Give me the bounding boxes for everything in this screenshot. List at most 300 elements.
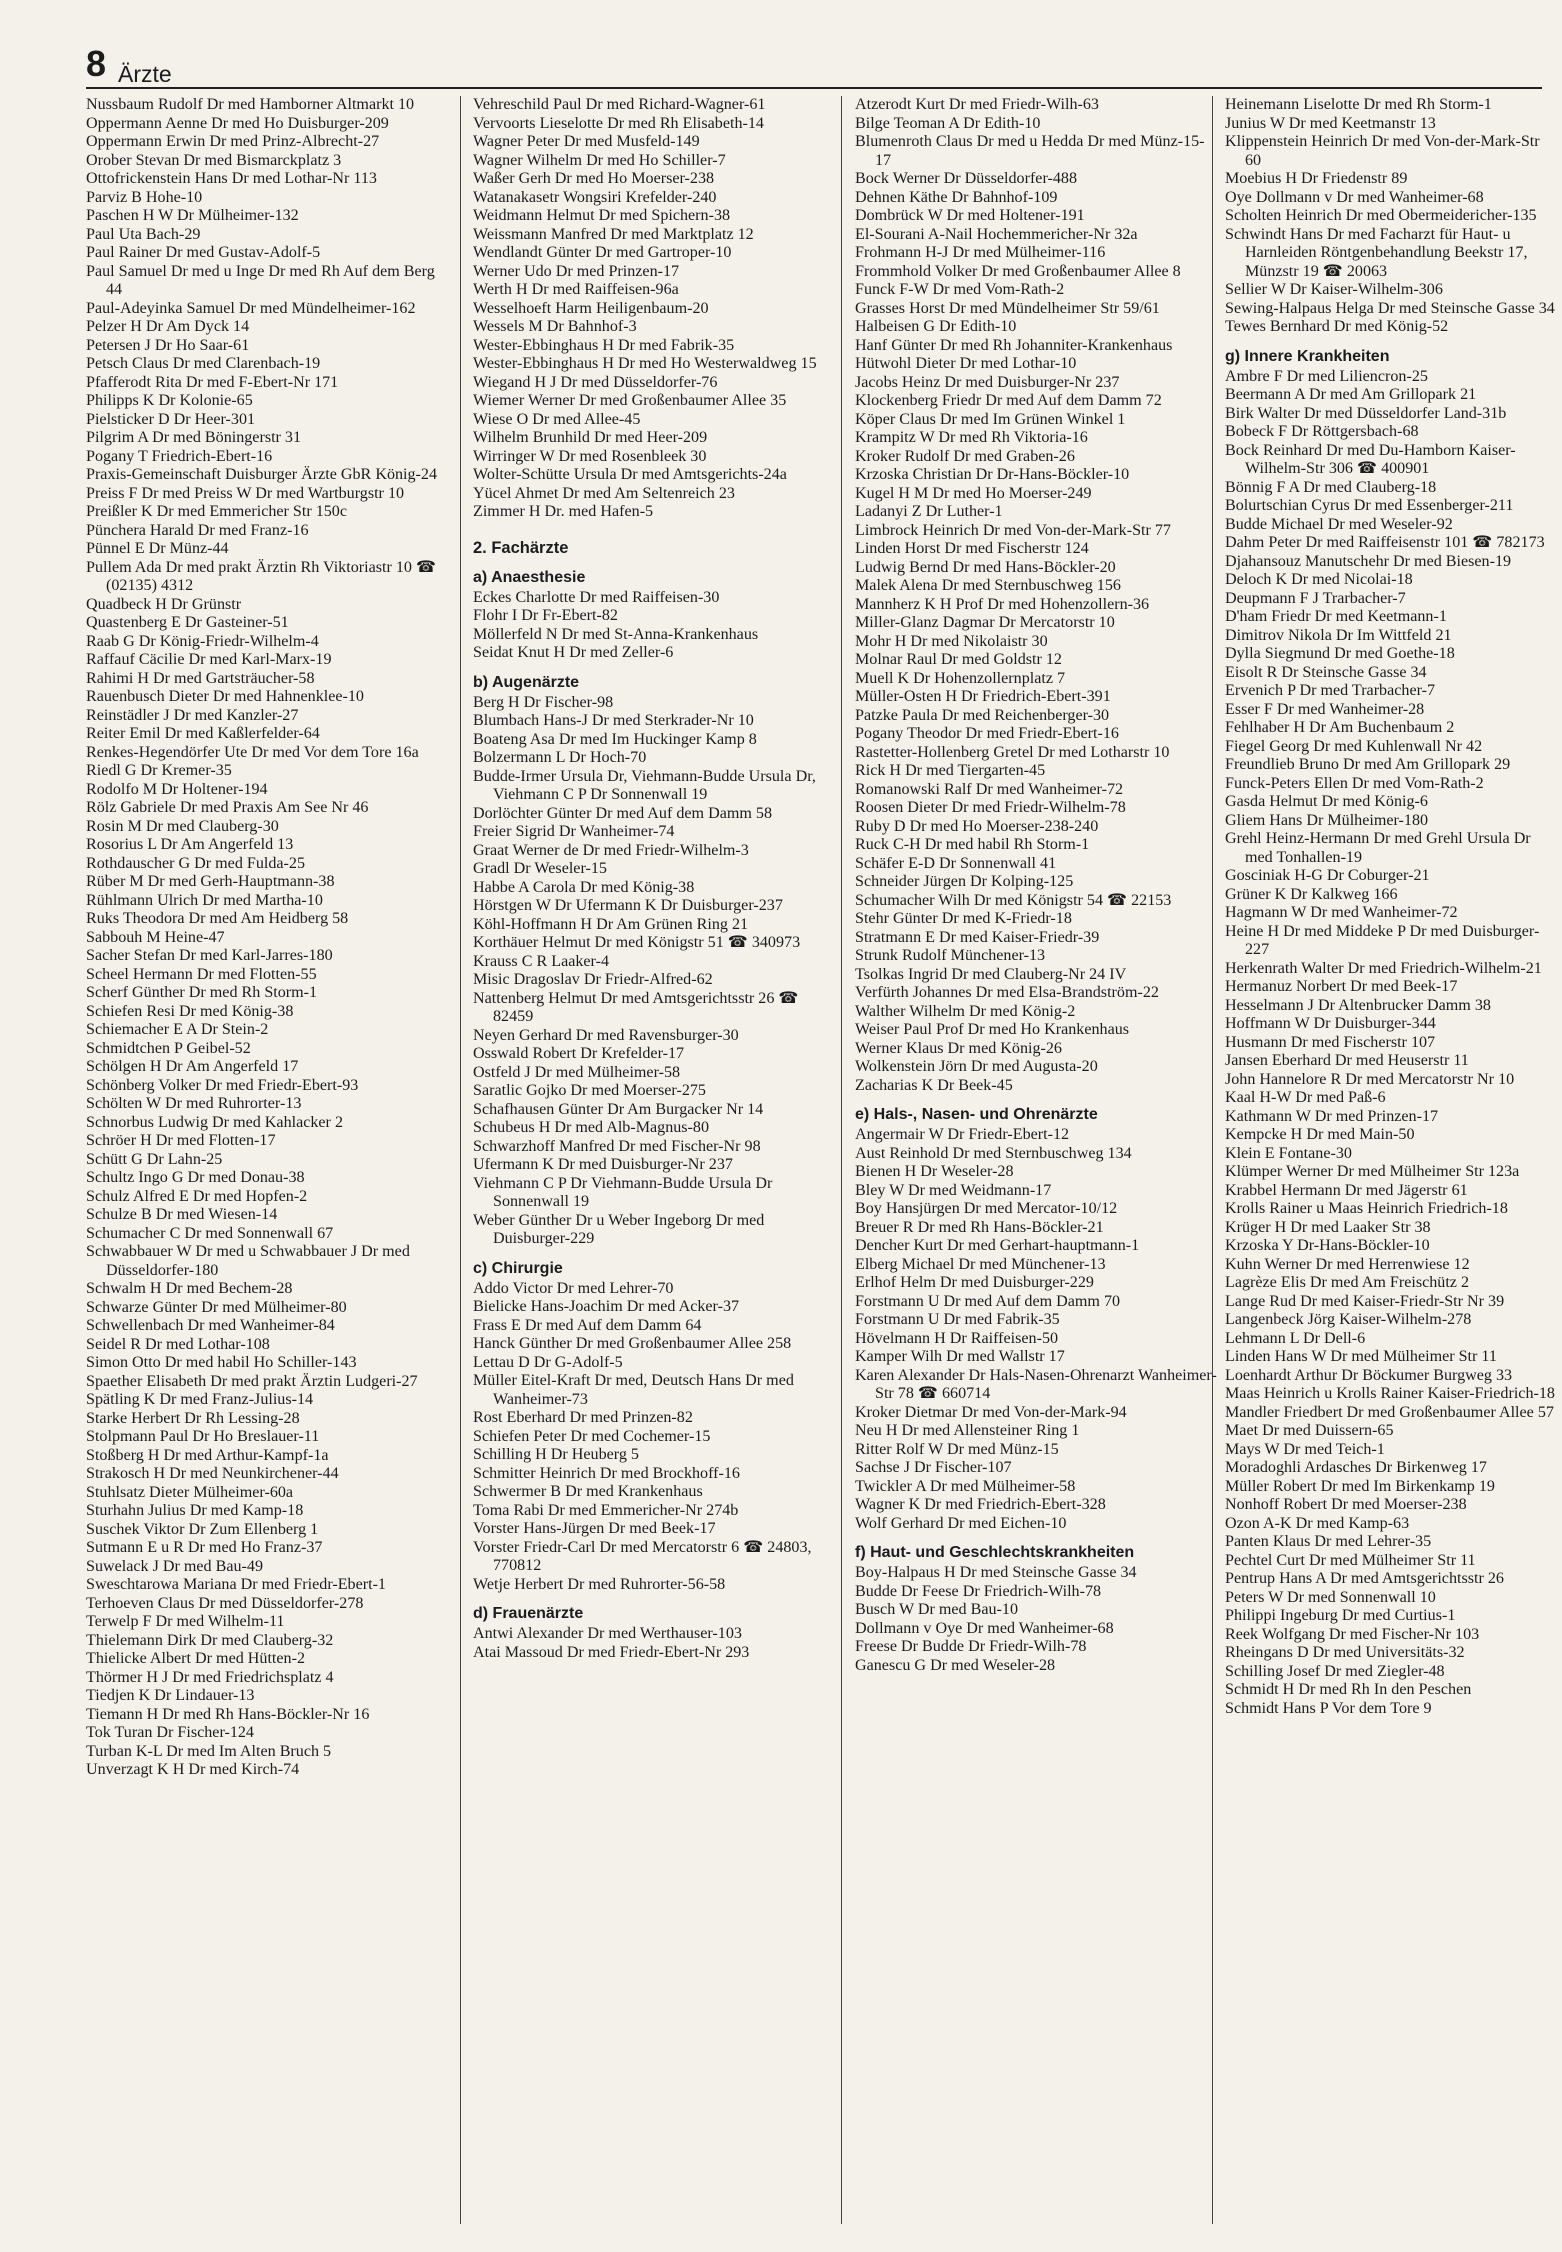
page-number: 8 <box>86 43 107 84</box>
directory-entry: Ufermann K Dr med Duisburger-Nr 237 <box>473 1156 733 1173</box>
directory-entry: Werth H Dr med Raiffeisen-96a <box>473 281 679 298</box>
directory-entry: Heinemann Liselotte Dr med Rh Storm-1 <box>1225 96 1492 113</box>
subcategory-heading: b) Augenärzte <box>473 673 580 691</box>
directory-entry: Budde Michael Dr med Weseler-92 <box>1225 515 1453 533</box>
directory-entry: Hanf Günter Dr med Rh Johanniter-Krankenhaus <box>855 336 1173 354</box>
directory-entry: Schwarze Günter Dr med Mülheimer-80 <box>86 1298 347 1316</box>
directory-entry: Rosorius L Dr Am Angerfeld 13 <box>86 836 294 853</box>
directory-entry: Rühlmann Ulrich Dr med Martha-10 <box>86 891 323 909</box>
directory-entry: Budde-Irmer Ursula Dr, Viehmann-Budde Ursula Dr, Viehmann C P Dr Sonnenwall 19 <box>473 767 816 803</box>
directory-entry: Köper Claus Dr med Im Grünen Winkel 1 <box>855 410 1126 428</box>
directory-entry: Dylla Siegmund Dr med Goethe-18 <box>1225 645 1455 662</box>
directory-entry: Busch W Dr med Bau-10 <box>855 1601 1019 1618</box>
header-rule <box>86 87 1542 89</box>
directory-entry: Rick H Dr med Tiergarten-45 <box>855 762 1046 779</box>
directory-entry: Dimitrov Nikola Dr Im Wittfeld 21 <box>1225 626 1452 644</box>
directory-entry: Müller Robert Dr med Im Birkenkamp 19 <box>1225 1477 1495 1495</box>
directory-entry: Zimmer H Dr. med Hafen-5 <box>473 503 654 520</box>
directory-entry: Schumacher C Dr med Sonnenwall 67 <box>86 1224 334 1242</box>
directory-entry: Wendlandt Günter Dr med Gartroper-10 <box>473 244 732 261</box>
directory-entry: Bilge Teoman A Dr Edith-10 <box>855 114 1041 132</box>
directory-entry: Hagmann W Dr med Wanheimer-72 <box>1225 904 1458 921</box>
directory-entry: Oye Dollmann v Dr med Wanheimer-68 <box>1225 188 1484 206</box>
directory-entry: Schwarzhoff Manfred Dr med Fischer-Nr 98 <box>473 1137 761 1155</box>
entry-list <box>473 1625 838 1662</box>
directory-entry: Forstmann U Dr med Fabrik-35 <box>855 1311 1060 1328</box>
directory-entry: Bienen H Dr Weseler-28 <box>855 1163 1014 1180</box>
directory-entry: Lettau D Dr G-Adolf-5 <box>473 1353 623 1371</box>
directory-entry: Schönberg Volker Dr med Friedr-Ebert-93 <box>86 1076 359 1094</box>
directory-entry: Dollmann v Oye Dr med Wanheimer-68 <box>855 1619 1114 1637</box>
directory-entry: Bock Werner Dr Düsseldorfer-488 <box>855 170 1077 187</box>
directory-entry: Schnorbus Ludwig Dr med Kahlacker 2 <box>86 1113 343 1131</box>
directory-entry: Vervoorts Lieselotte Dr med Rh Elisabeth-14 <box>473 114 764 132</box>
directory-entry: Boateng Asa Dr med Im Huckinger Kamp 8 <box>473 730 757 748</box>
directory-entry: Neu H Dr med Allensteiner Ring 1 <box>855 1422 1080 1439</box>
directory-entry: Rüber M Dr med Gerh-Hauptmann-38 <box>86 873 335 890</box>
directory-entry: Wester-Ebbinghaus H Dr med Ho Westerwaldweg 15 <box>473 355 817 372</box>
directory-entry: Turban K-L Dr med Im Alten Bruch 5 <box>86 1742 332 1760</box>
directory-entry: Dehnen Käthe Dr Bahnhof-109 <box>855 188 1058 206</box>
directory-entry: Freese Dr Budde Dr Friedr-Wilh-78 <box>855 1638 1087 1655</box>
entry-list <box>855 96 1220 1095</box>
directory-entry: Ervenich P Dr med Trarbacher-7 <box>1225 682 1436 699</box>
directory-entry: Wolkenstein Jörn Dr med Augusta-20 <box>855 1058 1098 1075</box>
directory-entry: Husmann Dr med Fischerstr 107 <box>1225 1033 1436 1051</box>
directory-entry: Schulz Alfred E Dr med Hopfen-2 <box>86 1187 308 1205</box>
directory-entry: Pfafferodt Rita Dr med F-Ebert-Nr 171 <box>86 373 339 391</box>
directory-entry: Graat Werner de Dr med Friedr-Wilhelm-3 <box>473 841 749 859</box>
directory-entry: Schwellenbach Dr med Wanheimer-84 <box>86 1317 335 1334</box>
directory-entry: Philipps K Dr Kolonie-65 <box>86 392 253 409</box>
directory-entry: Eckes Charlotte Dr med Raiffeisen-30 <box>473 588 720 606</box>
directory-entry: Karen Alexander Dr Hals-Nasen-Ohrenarzt Wanheimer-Str 78 ☎ 660714 <box>855 1366 1217 1402</box>
directory-entry: Sellier W Dr Kaiser-Wilhelm-306 <box>1225 281 1443 298</box>
directory-entry: Fehlhaber H Dr Am Buchenbaum 2 <box>1225 719 1455 736</box>
directory-entry: Halbeisen G Dr Edith-10 <box>855 318 1017 335</box>
directory-entry: Oppermann Erwin Dr med Prinz-Albrecht-27 <box>86 133 380 150</box>
directory-entry: Esser F Dr med Wanheimer-28 <box>1225 700 1425 718</box>
directory-entry: Suschek Viktor Dr Zum Ellenberg 1 <box>86 1520 319 1538</box>
directory-entry: Orober Stevan Dr med Bismarckplatz 3 <box>86 151 342 169</box>
directory-entry: Weissmann Manfred Dr med Marktplatz 12 <box>473 225 754 243</box>
directory-entry: Kaal H-W Dr med Paß-6 <box>1225 1089 1386 1106</box>
directory-entry: Korthäuer Helmut Dr med Königstr 51 ☎ 340973 <box>473 934 801 951</box>
directory-entry: Yücel Ahmet Dr med Am Seltenreich 23 <box>473 484 735 502</box>
directory-entry: Pogany T Friedrich-Ebert-16 <box>86 447 273 465</box>
directory-entry: Frohmann H-J Dr med Mülheimer-116 <box>855 244 1106 261</box>
directory-entry: Sachse J Dr Fischer-107 <box>855 1459 1012 1476</box>
directory-entry: Bolzermann L Dr Hoch-70 <box>473 749 647 766</box>
directory-entry: Krauss C R Laaker-4 <box>473 952 609 970</box>
directory-entry: Schilling H Dr Heuberg 5 <box>473 1446 639 1463</box>
directory-entry: Thielemann Dirk Dr med Clauberg-32 <box>86 1631 334 1649</box>
directory-entry: Freier Sigrid Dr Wanheimer-74 <box>473 823 675 840</box>
directory-entry: Ruck C-H Dr med habil Rh Storm-1 <box>855 836 1090 853</box>
directory-entry: Hütwohl Dieter Dr med Lothar-10 <box>855 355 1077 372</box>
directory-entry: Paul Samuel Dr med u Inge Dr med Rh Auf dem Berg 44 <box>86 262 435 298</box>
directory-entry: Pullem Ada Dr med prakt Ärztin Rh Viktoriastr 10 ☎ (02135) 4312 <box>86 558 436 594</box>
directory-entry: Mohr H Dr med Nikolaistr 30 <box>855 632 1048 650</box>
directory-entry: Stehr Günter Dr med K-Friedr-18 <box>855 910 1072 927</box>
directory-entry: Maas Heinrich u Krolls Rainer Kaiser-Friedrich-18 <box>1225 1385 1555 1402</box>
directory-entry: Erlhof Helm Dr med Duisburger-229 <box>855 1274 1094 1291</box>
directory-entry: Schütt G Dr Lahn-25 <box>86 1150 223 1168</box>
subcategory-heading: e) Hals-, Nasen- und Ohrenärzte <box>855 1106 1098 1123</box>
directory-entry: Rodolfo M Dr Holtener-194 <box>86 780 268 798</box>
directory-entry: Kuhn Werner Dr med Herrenwiese 12 <box>1225 1255 1470 1273</box>
entry-list <box>1225 368 1555 1719</box>
directory-entry: Deloch K Dr med Nicolai-18 <box>1225 571 1413 588</box>
entry-list <box>473 1280 838 1595</box>
directory-entry: Schwindt Hans Dr med Facharzt für Haut- u Harnleiden Röntgenbehandlung Beekstr 17, Münzstr 19 ☎ 20063 <box>1225 225 1528 280</box>
directory-entry: Preiss F Dr med Preiss W Dr med Wartburgstr 10 <box>86 484 405 502</box>
directory-entry: Terwelp F Dr med Wilhelm-11 <box>86 1613 285 1630</box>
entry-list <box>855 1564 1220 1675</box>
directory-entry: Schiefen Resi Dr med König-38 <box>86 1002 294 1020</box>
directory-entry: Bönnig F A Dr med Clauberg-18 <box>1225 478 1437 496</box>
directory-entry: Spaether Elisabeth Dr med prakt Ärztin Ludgeri-27 <box>86 1372 418 1390</box>
directory-entry: John Hannelore R Dr med Mercatorstr Nr 10 <box>1225 1070 1515 1088</box>
directory-entry: Verfürth Johannes Dr med Elsa-Brandström-22 <box>855 984 1159 1001</box>
directory-entry: Gosciniak H-G Dr Coburger-21 <box>1225 867 1430 884</box>
directory-entry: Wagner Wilhelm Dr med Ho Schiller-7 <box>473 151 726 169</box>
directory-entry: Hövelmann H Dr Raiffeisen-50 <box>855 1329 1059 1347</box>
directory-entry: Hoffmann W Dr Duisburger-344 <box>1225 1015 1436 1032</box>
directory-entry: Krampitz W Dr med Rh Viktoria-16 <box>855 429 1088 446</box>
directory-entry: Budde Dr Feese Dr Friedrich-Wilh-78 <box>855 1582 1102 1600</box>
column-divider <box>841 96 842 2224</box>
directory-entry: Sturhahn Julius Dr med Kamp-18 <box>86 1502 304 1519</box>
directory-entry: El-Sourani A-Nail Hochemmericher-Nr 32a <box>855 225 1138 243</box>
directory-entry: Moradoghli Ardasches Dr Birkenweg 17 <box>1225 1459 1487 1476</box>
directory-entry: Sweschtarowa Mariana Dr med Friedr-Ebert-1 <box>86 1576 386 1593</box>
directory-entry: Bock Reinhard Dr med Du-Hamborn Kaiser-Wilhelm-Str 306 ☎ 400901 <box>1225 441 1516 477</box>
entry-list <box>855 1126 1220 1533</box>
directory-entry: Aust Reinhold Dr med Sternbuschweg 134 <box>855 1144 1132 1162</box>
directory-entry: Schmidt H Dr med Rh In den Peschen <box>1225 1681 1472 1698</box>
directory-entry: Peters W Dr med Sonnenwall 10 <box>1225 1588 1436 1606</box>
directory-entry: Vehreschild Paul Dr med Richard-Wagner-61 <box>473 96 766 113</box>
directory-entry: Schumacher Wilh Dr med Königstr 54 ☎ 22153 <box>855 891 1172 909</box>
directory-entry: Philippi Ingeburg Dr med Curtius-1 <box>1225 1607 1456 1624</box>
directory-entry: Thielicke Albert Dr med Hütten-2 <box>86 1650 305 1667</box>
directory-entry: Rauenbusch Dieter Dr med Hahnenklee-10 <box>86 688 364 705</box>
directory-entry: Jacobs Heinz Dr med Duisburger-Nr 237 <box>855 373 1120 391</box>
directory-entry: Angermair W Dr Friedr-Ebert-12 <box>855 1126 1070 1143</box>
directory-entry: Wolf Gerhard Dr med Eichen-10 <box>855 1514 1067 1532</box>
directory-entry: Atai Massoud Dr med Friedr-Ebert-Nr 293 <box>473 1643 750 1661</box>
directory-entry: Oppermann Aenne Dr med Ho Duisburger-209 <box>86 114 389 132</box>
section-title: Ärzte <box>118 61 172 87</box>
directory-entry: Wessels M Dr Bahnhof-3 <box>473 318 637 335</box>
directory-entry: Jansen Eberhard Dr med Heuserstr 11 <box>1225 1052 1469 1069</box>
directory-entry: Schmidtchen P Geibel-52 <box>86 1039 251 1057</box>
directory-entry: Sewing-Halpaus Helga Dr med Steinsche Gasse 34 <box>1225 299 1555 317</box>
directory-entry: D'ham Friedr Dr med Keetmann-1 <box>1225 608 1447 625</box>
directory-entry: Wiese O Dr med Allee-45 <box>473 410 641 428</box>
directory-entry: Nonhoff Robert Dr med Moerser-238 <box>1225 1496 1467 1513</box>
directory-entry: Möllerfeld N Dr med St-Anna-Krankenhaus <box>473 625 759 643</box>
directory-entry: Stratmann E Dr med Kaiser-Friedr-39 <box>855 928 1100 946</box>
directory-entry: Lagrèze Elis Dr med Am Freischütz 2 <box>1225 1274 1470 1291</box>
directory-entry: Ladanyi Z Dr Luther-1 <box>855 503 1003 520</box>
directory-entry: Schafhausen Günter Dr Am Burgacker Nr 14 <box>473 1100 764 1118</box>
directory-entry: Bolurtschian Cyrus Dr med Essenberger-211 <box>1225 497 1514 514</box>
subcategory-heading: a) Anaesthesie <box>473 568 586 586</box>
directory-entry: Linden Horst Dr med Fischerstr 124 <box>855 540 1089 557</box>
directory-entry: Kamper Wilh Dr med Wallstr 17 <box>855 1348 1065 1365</box>
directory-entry: Breuer R Dr med Rh Hans-Böckler-21 <box>855 1218 1104 1236</box>
directory-entry: Terhoeven Claus Dr med Düsseldorfer-278 <box>86 1594 364 1612</box>
directory-entry: Weiser Paul Prof Dr med Ho Krankenhaus <box>855 1021 1130 1038</box>
directory-entry: Sutmann E u R Dr med Ho Franz-37 <box>86 1539 323 1556</box>
directory-entry: Fiegel Georg Dr med Kuhlenwall Nr 42 <box>1225 737 1483 755</box>
directory-entry: Habbe A Carola Dr med König-38 <box>473 878 695 896</box>
directory-entry: Wester-Ebbinghaus H Dr med Fabrik-35 <box>473 336 735 354</box>
directory-entry: Weidmann Helmut Dr med Spichern-38 <box>473 207 731 224</box>
directory-entry: Flohr I Dr Fr-Ebert-82 <box>473 607 618 624</box>
directory-entry: Spätling K Dr med Franz-Julius-14 <box>86 1391 314 1408</box>
directory-entry: Toma Rabi Dr med Emmericher-Nr 274b <box>473 1501 739 1519</box>
directory-entry: Zacharias K Dr Beek-45 <box>855 1076 1013 1094</box>
directory-entry: Ruks Theodora Dr med Am Heidberg 58 <box>86 910 349 927</box>
directory-entry: Ganescu G Dr med Weseler-28 <box>855 1656 1056 1674</box>
directory-entry: Schölten W Dr med Ruhrorter-13 <box>86 1095 302 1112</box>
directory-entry: Rastetter-Hollenberg Gretel Dr med Lotharstr 10 <box>855 743 1170 761</box>
directory-entry: Dombrück W Dr med Holtener-191 <box>855 207 1085 224</box>
directory-entry: Osswald Robert Dr Krefelder-17 <box>473 1045 685 1062</box>
directory-entry: Funck-Peters Ellen Dr med Vom-Rath-2 <box>1225 774 1484 792</box>
directory-entry: Maet Dr med Duissern-65 <box>1225 1422 1394 1439</box>
directory-entry: Ottofrickenstein Hans Dr med Lothar-Nr 113 <box>86 170 377 187</box>
directory-entry: Junius W Dr med Keetmanstr 13 <box>1225 114 1436 132</box>
directory-entry: Wiegand H J Dr med Düsseldorfer-76 <box>473 373 718 391</box>
directory-entry: Freundlieb Bruno Dr med Am Grillopark 29 <box>1225 756 1511 773</box>
directory-entry: Pentrup Hans A Dr med Amtsgerichtsstr 26 <box>1225 1570 1504 1587</box>
directory-entry: Krolls Rainer u Maas Heinrich Friedrich-18 <box>1225 1200 1508 1217</box>
directory-entry: Ostfeld J Dr med Mülheimer-58 <box>473 1063 681 1081</box>
directory-entry: Nussbaum Rudolf Dr med Hamborner Altmarkt 10 <box>86 96 415 113</box>
directory-entry: Raffauf Cäcilie Dr med Karl-Marx-19 <box>86 651 332 668</box>
directory-entry: Pielsticker D Dr Heer-301 <box>86 410 256 428</box>
directory-entry: Grehl Heinz-Hermann Dr med Grehl Ursula Dr med Tonhallen-19 <box>1225 830 1531 866</box>
directory-entry: Elberg Michael Dr med Münchener-13 <box>855 1255 1106 1273</box>
directory-entry: Reinstädler J Dr med Kanzler-27 <box>86 706 299 724</box>
directory-entry: Birk Walter Dr med Düsseldorfer Land-31b <box>1225 404 1507 422</box>
directory-entry: Wilhelm Brunhild Dr med Heer-209 <box>473 429 708 446</box>
directory-entry: Ruby D Dr med Ho Moerser-238-240 <box>855 817 1099 835</box>
directory-entry: Seidat Knut H Dr med Zeller-6 <box>473 644 674 661</box>
directory-entry: Petsch Claus Dr med Clarenbach-19 <box>86 355 321 372</box>
subcategory-heading: g) Innere Krankheiten <box>1225 347 1390 365</box>
directory-entry: Watanakasetr Wongsiri Krefelder-240 <box>473 188 717 206</box>
directory-entry: Schölgen H Dr Am Angerfeld 17 <box>86 1058 299 1075</box>
directory-entry: Frass E Dr med Auf dem Damm 64 <box>473 1316 702 1334</box>
directory-entry: Blumenroth Claus Dr med u Hedda Dr med Münz-15-17 <box>855 133 1205 169</box>
directory-column-3 <box>855 96 1220 1675</box>
directory-entry: Viehmann C P Dr Viehmann-Budde Ursula Dr Sonnenwall 19 <box>473 1174 773 1210</box>
directory-entry: Lange Rud Dr med Kaiser-Friedr-Str Nr 39 <box>1225 1292 1505 1310</box>
directory-entry: Müller-Osten H Dr Friedrich-Ebert-391 <box>855 688 1111 705</box>
directory-entry: Wiemer Werner Dr med Großenbaumer Allee 35 <box>473 392 787 409</box>
directory-entry: Scheel Hermann Dr med Flotten-55 <box>86 965 317 983</box>
directory-entry: Rothdauscher G Dr med Fulda-25 <box>86 854 306 872</box>
directory-entry: Paschen H W Dr Mülheimer-132 <box>86 207 299 224</box>
directory-entry: Stolpmann Paul Dr Ho Breslauer-11 <box>86 1428 320 1445</box>
directory-entry: Rheingans D Dr med Universitäts-32 <box>1225 1644 1465 1661</box>
directory-entry: Krabbel Hermann Dr med Jägerstr 61 <box>1225 1181 1468 1199</box>
directory-entry: Petersen J Dr Ho Saar-61 <box>86 336 250 354</box>
directory-entry: Dorlöchter Günter Dr med Auf dem Damm 58 <box>473 804 772 822</box>
directory-entry: Panten Klaus Dr med Lehrer-35 <box>1225 1533 1432 1550</box>
directory-entry: Scholten Heinrich Dr med Obermeidericher-135 <box>1225 207 1537 224</box>
directory-entry: Riedl G Dr Kremer-35 <box>86 762 232 779</box>
directory-entry: Vorster Hans-Jürgen Dr med Beek-17 <box>473 1520 716 1537</box>
directory-entry: Sabbouh M Heine-47 <box>86 928 225 946</box>
directory-entry: Pilgrim A Dr med Böningerstr 31 <box>86 429 302 446</box>
directory-entry: Klein E Fontane-30 <box>1225 1144 1352 1162</box>
directory-entry: Ambre F Dr med Liliencron-25 <box>1225 367 1428 385</box>
directory-entry: Rosin M Dr med Clauberg-30 <box>86 817 279 835</box>
directory-entry: Reek Wolfgang Dr med Fischer-Nr 103 <box>1225 1625 1480 1643</box>
directory-entry: Herkenrath Walter Dr med Friedrich-Wilhelm-21 <box>1225 959 1542 977</box>
directory-entry: Boy-Halpaus H Dr med Steinsche Gasse 34 <box>855 1564 1137 1581</box>
directory-entry: Schwabbauer W Dr med u Schwabbauer J Dr med Düsseldorfer-180 <box>86 1243 410 1279</box>
directory-entry: Hesselmann J Dr Altenbrucker Damm 38 <box>1225 996 1491 1014</box>
directory-entry: Schneider Jürgen Dr Kolping-125 <box>855 873 1074 890</box>
directory-entry: Tiemann H Dr med Rh Hans-Böckler-Nr 16 <box>86 1705 370 1723</box>
directory-entry: Forstmann U Dr med Auf dem Damm 70 <box>855 1292 1121 1310</box>
directory-entry: Schiefen Peter Dr med Cochemer-15 <box>473 1427 711 1445</box>
directory-entry: Tok Turan Dr Fischer-124 <box>86 1724 254 1741</box>
directory-entry: Walther Wilhelm Dr med König-2 <box>855 1002 1076 1020</box>
directory-entry: Patzke Paula Dr med Reichenberger-30 <box>855 706 1110 724</box>
directory-entry: Blumbach Hans-J Dr med Sterkrader-Nr 10 <box>473 712 754 729</box>
directory-entry: Weber Günther Dr u Weber Ingeborg Dr med Duisburger-229 <box>473 1211 765 1247</box>
directory-entry: Hanck Günther Dr med Großenbaumer Allee 258 <box>473 1335 792 1352</box>
directory-entry: Eisolt R Dr Steinsche Gasse 34 <box>1225 663 1427 681</box>
directory-entry: Muell K Dr Hohenzollernplatz 7 <box>855 669 1066 687</box>
directory-entry: Suwelack J Dr med Bau-49 <box>86 1557 263 1575</box>
directory-entry: Schulze B Dr med Wiesen-14 <box>86 1206 278 1223</box>
directory-entry: Stuhlsatz Dieter Mülheimer-60a <box>86 1483 294 1501</box>
entry-list <box>86 96 451 1780</box>
directory-entry: Reiter Emil Dr med Kaßlerfelder-64 <box>86 725 320 742</box>
subcategory-heading: d) Frauenärzte <box>473 1605 584 1622</box>
directory-entry: Roosen Dieter Dr med Friedr-Wilhelm-78 <box>855 799 1126 816</box>
directory-entry: Dencher Kurt Dr med Gerhart-hauptmann-1 <box>855 1237 1140 1254</box>
directory-entry: Gasda Helmut Dr med König-6 <box>1225 793 1428 810</box>
directory-entry: Simon Otto Dr med habil Ho Schiller-143 <box>86 1354 357 1371</box>
directory-entry: Stoßberg H Dr med Arthur-Kampf-1a <box>86 1446 329 1464</box>
directory-entry: Rost Eberhard Dr med Prinzen-82 <box>473 1409 693 1426</box>
directory-entry: Neyen Gerhard Dr med Ravensburger-30 <box>473 1026 739 1044</box>
directory-entry: Kugel H M Dr med Ho Moerser-249 <box>855 484 1092 502</box>
directory-entry: Krüger H Dr med Laaker Str 38 <box>1225 1218 1431 1236</box>
directory-entry: Boy Hansjürgen Dr med Mercator-10/12 <box>855 1200 1118 1217</box>
directory-entry: Kroker Dietmar Dr med Von-der-Mark-94 <box>855 1403 1127 1421</box>
directory-entry: Dahm Peter Dr med Raiffeisenstr 101 ☎ 782173 <box>1225 534 1545 551</box>
directory-entry: Rahimi H Dr med Gartsträucher-58 <box>86 669 315 687</box>
directory-entry: Raab G Dr König-Friedr-Wilhelm-4 <box>86 632 319 650</box>
directory-entry: Parviz B Hohe-10 <box>86 188 203 206</box>
directory-entry: Wolter-Schütte Ursula Dr med Amtsgerichts-24a <box>473 466 787 483</box>
entry-list <box>1225 96 1555 337</box>
directory-entry: Schmitter Heinrich Dr med Brockhoff-16 <box>473 1464 740 1482</box>
directory-entry: Antwi Alexander Dr med Werthauser-103 <box>473 1625 742 1642</box>
directory-entry: Mays W Dr med Teich-1 <box>1225 1440 1385 1458</box>
entry-list <box>473 96 838 522</box>
directory-entry: Schwalm H Dr med Bechem-28 <box>86 1280 293 1297</box>
directory-entry: Miller-Glanz Dagmar Dr Mercatorstr 10 <box>855 614 1115 631</box>
directory-entry: Bley W Dr med Weidmann-17 <box>855 1181 1052 1199</box>
directory-entry: Saratlic Gojko Dr med Moerser-275 <box>473 1082 706 1099</box>
directory-entry: Langenbeck Jörg Kaiser-Wilhelm-278 <box>1225 1311 1472 1328</box>
directory-entry: Schiemacher E A Dr Stein-2 <box>86 1021 269 1038</box>
directory-entry: Tiedjen K Dr Lindauer-13 <box>86 1687 255 1704</box>
directory-entry: Bielicke Hans-Joachim Dr med Acker-37 <box>473 1298 740 1315</box>
directory-entry: Thörmer H J Dr med Friedrichsplatz 4 <box>86 1668 334 1686</box>
directory-entry: Seidel R Dr med Lothar-108 <box>86 1335 270 1353</box>
directory-entry: Scherf Günther Dr med Rh Storm-1 <box>86 984 318 1001</box>
directory-entry: Atzerodt Kurt Dr med Friedr-Wilh-63 <box>855 96 1099 113</box>
directory-entry: Krzoska Y Dr-Hans-Böckler-10 <box>1225 1237 1430 1254</box>
directory-column-4 <box>1225 96 1555 1718</box>
directory-entry: Moebius H Dr Friedenstr 89 <box>1225 170 1408 187</box>
directory-entry: Wagner Peter Dr med Musfeld-149 <box>473 133 700 150</box>
directory-entry: Klippenstein Heinrich Dr med Von-der-Mark-Str 60 <box>1225 133 1540 169</box>
directory-entry: Preißler K Dr med Emmericher Str 150c <box>86 503 347 520</box>
directory-entry: Renkes-Hegendörfer Ute Dr med Vor dem Tore 16a <box>86 743 419 761</box>
directory-entry: Klockenberg Friedr Dr med Auf dem Damm 72 <box>855 392 1162 409</box>
directory-entry: Ozon A-K Dr med Kamp-63 <box>1225 1514 1410 1532</box>
directory-entry: Malek Alena Dr med Sternbuschweg 156 <box>855 577 1121 594</box>
directory-entry: Heine H Dr med Middeke P Dr med Duisburger-227 <box>1225 922 1540 958</box>
directory-entry: Mannherz K H Prof Dr med Hohenzollern-36 <box>855 595 1150 613</box>
subcategory-heading: f) Haut- und Geschlechtskrankheiten <box>855 1544 1135 1561</box>
directory-entry: Gliem Hans Dr Mülheimer-180 <box>1225 811 1429 829</box>
directory-entry: Schubeus H Dr med Alb-Magnus-80 <box>473 1119 710 1136</box>
directory-entry: Pelzer H Dr Am Dyck 14 <box>86 318 250 335</box>
directory-entry: Rölz Gabriele Dr med Praxis Am See Nr 46 <box>86 799 369 816</box>
directory-entry: Gradl Dr Weseler-15 <box>473 860 607 877</box>
directory-column-2 <box>473 96 838 1662</box>
directory-entry: Ludwig Bernd Dr med Hans-Böckler-20 <box>855 558 1116 576</box>
column-divider <box>460 96 461 2224</box>
directory-entry: Pechtel Curt Dr med Mülheimer Str 11 <box>1225 1551 1476 1569</box>
directory-entry: Twickler A Dr med Mülheimer-58 <box>855 1477 1076 1495</box>
directory-entry: Unverzagt K H Dr med Kirch-74 <box>86 1761 300 1778</box>
directory-entry: Schröer H Dr med Flotten-17 <box>86 1132 276 1149</box>
directory-entry: Funck F-W Dr med Vom-Rath-2 <box>855 281 1065 298</box>
directory-entry: Addo Victor Dr med Lehrer-70 <box>473 1279 674 1297</box>
directory-entry: Hermanuz Norbert Dr med Beek-17 <box>1225 978 1458 995</box>
directory-entry: Schmidt Hans P Vor dem Tore 9 <box>1225 1699 1432 1717</box>
directory-entry: Frommhold Volker Dr med Großenbaumer Allee 8 <box>855 262 1181 280</box>
directory-entry: Limbrock Heinrich Dr med Von-der-Mark-Str 77 <box>855 521 1171 539</box>
directory-entry: Vorster Friedr-Carl Dr med Mercatorstr 6 ☎ 24803, 770812 <box>473 1538 812 1574</box>
directory-entry: Wirringer W Dr med Rosenbleek 30 <box>473 447 707 465</box>
directory-entry: Strakosch H Dr med Neunkirchener-44 <box>86 1465 339 1482</box>
entry-list <box>473 694 838 1249</box>
directory-entry: Wetje Herbert Dr med Ruhrorter-56-58 <box>473 1575 726 1593</box>
directory-entry: Grasses Horst Dr med Mündelheimer Str 59/61 <box>855 299 1160 317</box>
directory-entry: Bobeck F Dr Röttgersbach-68 <box>1225 423 1419 440</box>
directory-entry: Ritter Rolf W Dr med Münz-15 <box>855 1440 1059 1458</box>
directory-entry: Krzoska Christian Dr Dr-Hans-Böckler-10 <box>855 466 1130 483</box>
directory-entry: Berg H Dr Fischer-98 <box>473 693 614 711</box>
